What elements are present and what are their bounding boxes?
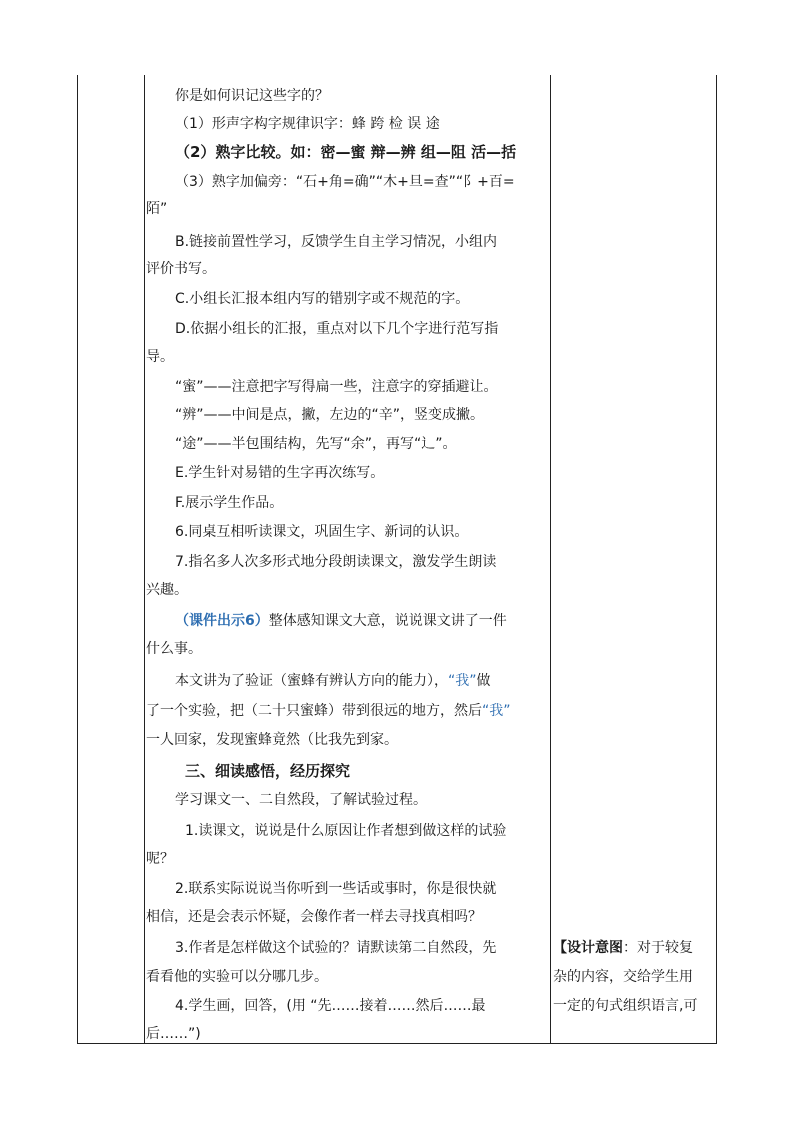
summary-text: 了一个实验，把（二十只蜜蜂）带到很远的地方，然后 (146, 703, 482, 719)
courseware-line (175, 612, 507, 630)
text-line: （1）形声字构字规律识字：蜂 跨 检 误 途 (175, 116, 440, 132)
text-line: C.小组长汇报本组内写的错别字或不规范的字。 (175, 291, 470, 307)
courseware-text: 整体感知课文大意，说说课文讲了一件 (268, 613, 507, 629)
text-line: 呢？ (146, 851, 174, 867)
text-line: 陌” (146, 201, 168, 217)
design-intent-text: ：对于较复 (623, 940, 693, 956)
table-border-left (77, 75, 78, 1044)
text-line: D.依据小组长的汇报，重点对以下几个字进行范写指 (175, 321, 499, 337)
design-intent-line: 杂的内容，交给学生用 (553, 969, 693, 985)
text-line: 什么事。 (146, 641, 202, 657)
section-heading: 三、细读感悟，经历探究 (185, 762, 351, 780)
text-line: 学习课文一、二自然段，了解试验过程。 (175, 792, 427, 808)
highlight-wo: “我” (448, 673, 477, 689)
highlight-wo: “我” (482, 703, 511, 719)
text-line: “途”——半包围结构，先写“余”，再写“辶”。 (175, 436, 457, 452)
text-line: 6.同桌互相听读课文，巩固生字、新词的认识。 (175, 524, 469, 540)
text-line: 导。 (146, 349, 174, 365)
text-line: 看看他的实验可以分哪几步。 (146, 969, 328, 985)
text-line: 2.联系实际说说当你听到一些话或事时，你是很快就 (175, 881, 497, 897)
summary-text: 做 (476, 673, 491, 689)
design-intent-line: 一定的句式组织语言,可 (553, 998, 698, 1014)
table-border-right (716, 75, 717, 1044)
text-line: （3）熟字加偏旁：“石+角=确”“木+旦=查”“阝+百= (175, 174, 515, 190)
table-border-bottom (77, 1043, 717, 1044)
text-line: B.链接前置性学习，反馈学生自主学习情况，小组内 (175, 234, 498, 250)
text-line: 相信，还是会表示怀疑，会像作者一样去寻找真相吗？ (146, 909, 482, 925)
text-line: 你是如何识记这些字的？ (175, 88, 329, 104)
text-line: 7.指名多人次多形式地分段朗读课文，激发学生朗读 (175, 554, 497, 570)
design-intent-line (553, 939, 715, 957)
summary-line (175, 672, 491, 690)
table-border-col1 (144, 75, 145, 1044)
summary-line (146, 702, 511, 720)
text-line: 一人回家，发现蜜蜂竟然（比我先到家。 (146, 732, 398, 748)
text-line: 评价书写。 (146, 261, 216, 277)
text-line: “蜜”——注意把字写得扁一些，注意字的穿插避让。 (175, 379, 498, 395)
text-line: 3.作者是怎样做这个试验的？请默读第二自然段，先 (175, 940, 497, 956)
text-line: 后……”) (146, 1026, 201, 1042)
summary-text: 本文讲为了验证（蜜蜂有辨认方向的能力）， (175, 673, 448, 689)
courseware-tag: （课件出示6） (175, 613, 269, 629)
text-line: （2）熟字比较。如：密—蜜 辩—辨 组—阻 活—括 (175, 143, 517, 161)
design-intent-tag: 【设计意图 (553, 940, 623, 956)
text-line: E.学生针对易错的生字再次练写。 (175, 465, 385, 481)
text-line: 兴趣。 (146, 582, 188, 598)
text-line: 4.学生画，回答，(用 “先……接着……然后……最 (175, 998, 486, 1014)
text-line: F.展示学生作品。 (175, 495, 284, 511)
text-line: “辨”——中间是点，撇，左边的“辛”，竖变成撇。 (175, 407, 485, 423)
text-line: 1.读课文，说说是什么原因让作者想到做这样的试验 (185, 823, 507, 839)
